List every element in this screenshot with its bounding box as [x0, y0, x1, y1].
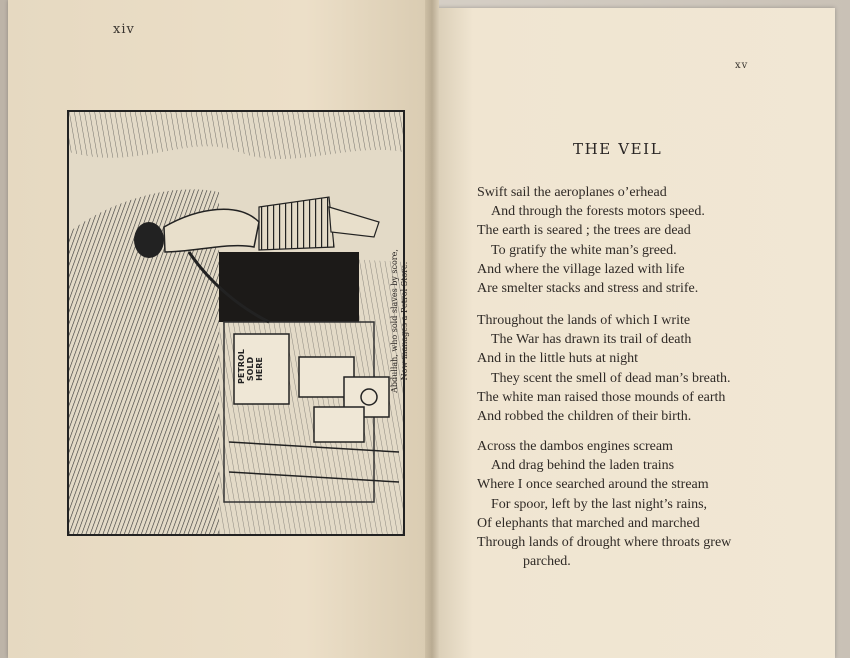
poem-line: Of elephants that marched and marched [477, 515, 700, 531]
figure-wrap [259, 197, 334, 250]
sign-text-line: PETROL [237, 349, 246, 384]
poem-line: The white man raised those mounds of earth [477, 389, 726, 405]
hut-doorway [219, 252, 359, 322]
poem-line: The earth is seared ; the trees are dead [477, 223, 691, 239]
poem-line: Where I once searched around the stream [477, 477, 709, 493]
sign-text-line: SOLD [246, 356, 255, 382]
book-gutter [425, 0, 439, 658]
poem-title: THE VEIL [573, 140, 663, 158]
caption-line-1: Abdullah, who sold slaves by score, [390, 249, 399, 393]
poem-line: Throughout the lands of which I write [477, 313, 691, 328]
petrol-can [314, 407, 364, 442]
right-page-number: xv [735, 60, 749, 71]
poem-line: Through lands of drought where throats grew [477, 534, 732, 550]
poem-line: And robbed the children of their birth. [477, 408, 692, 424]
caption-line-2: Now manages a Petrol Store. [400, 261, 409, 381]
illustration-caption [390, 249, 410, 393]
poem-line: And where the village lazed with life [477, 261, 685, 277]
poem-line: And in the little huts at night [477, 351, 638, 367]
stanza-2 [477, 311, 730, 426]
petrol-sign-text [237, 349, 264, 384]
poem-line: parched. [523, 554, 571, 570]
poem-line: And drag behind the laden trains [491, 458, 675, 474]
poem-line: Are smelter stacks and stress and strife. [477, 280, 699, 296]
illustration-drawing [69, 112, 403, 534]
stanza-3 [477, 437, 731, 571]
stanza-1 [477, 183, 705, 298]
poem-line: Across the dambos engines scream [477, 439, 673, 454]
illustration-plate [67, 110, 405, 536]
poem-line: For spoor, left by the last night’s rains, [491, 496, 708, 512]
left-page-number: xiv [113, 22, 135, 37]
poem-line: The War has drawn its trail of death [491, 332, 692, 348]
sign-text-line: HERE [255, 357, 264, 381]
poem-line: They scent the smell of dead man’s breath. [491, 370, 731, 386]
figure-head [134, 222, 164, 258]
poem-line: To gratify the white man’s greed. [491, 242, 677, 258]
poem-line: And through the forests motors speed. [491, 204, 705, 220]
poem-line: Swift sail the aeroplanes o’erhead [477, 185, 667, 200]
